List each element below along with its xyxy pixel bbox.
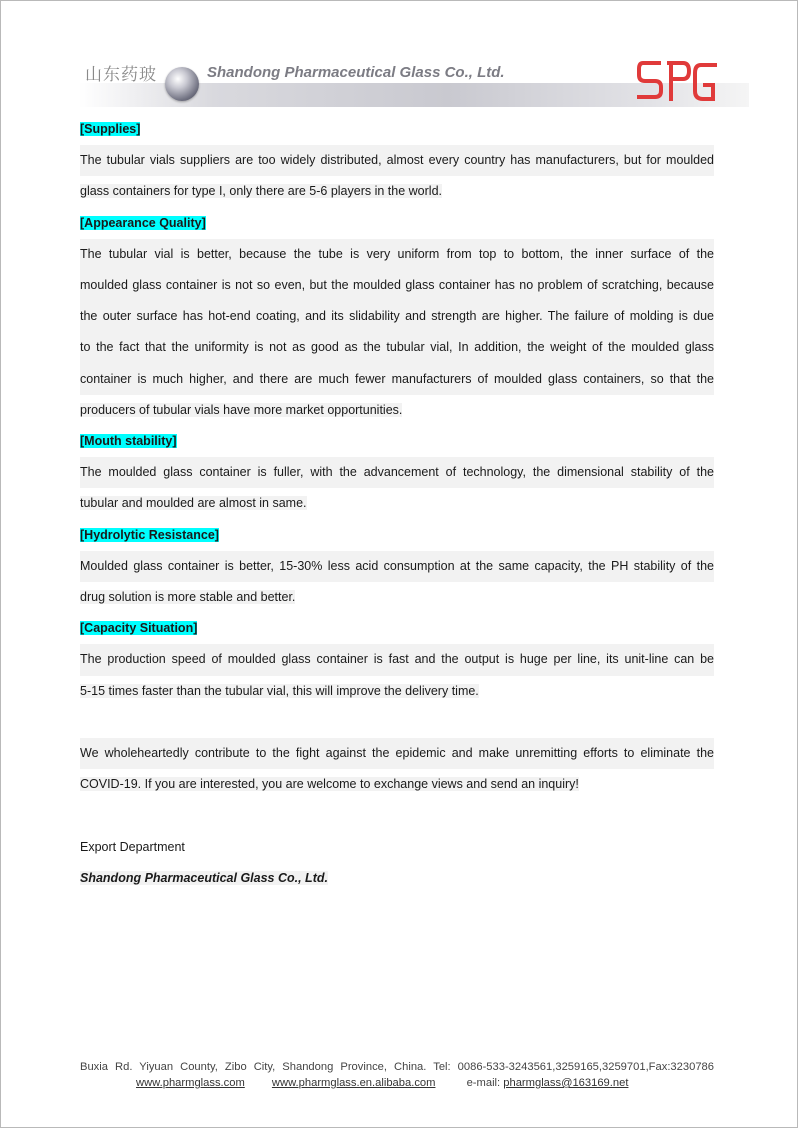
body-line: Moulded glass container is better, 15-30% less acid consumption at the same capacity, the PH stability of the	[80, 551, 714, 582]
department-name: Export Department	[80, 839, 185, 854]
spacer	[80, 707, 714, 738]
body-line: the outer surface has hot-end coating, and its slidability and strength are higher. The failure of molding is due	[80, 301, 714, 332]
section-heading-hydrolytic-resistance: [Hydrolytic Resistance]	[80, 527, 219, 542]
spg-logo-icon	[635, 57, 719, 114]
website-link[interactable]: www.pharmglass.com	[136, 1077, 245, 1089]
spacer	[80, 800, 714, 831]
body-line: The tubular vial is better, because the tube is very uniform from top to bottom, the inner surface of the	[80, 239, 714, 270]
body-line: producers of tubular vials have more market opportunities.	[80, 402, 403, 417]
body-line: 5-15 times faster than the tubular vial, this will improve the delivery time.	[80, 683, 479, 698]
email-link[interactable]: pharmglass@163169.net	[503, 1077, 629, 1089]
letterhead	[79, 53, 749, 111]
letterhead-company-name: Shandong Pharmaceutical Glass Co., Ltd.	[207, 64, 505, 81]
closing-line: We wholeheartedly contribute to the fight against the epidemic and make unremitting efforts to eliminate the	[80, 738, 714, 769]
footer-links	[80, 1075, 714, 1091]
signature-company: Shandong Pharmaceutical Glass Co., Ltd.	[80, 870, 328, 885]
body-line: The moulded glass container is fuller, with the advancement of technology, the dimensional stability of the	[80, 457, 714, 488]
email-label: e-mail:	[466, 1077, 504, 1089]
body-line: The production speed of moulded glass container is fast and the output is huge per line, its unit-line can be	[80, 644, 714, 675]
body-line: tubular and moulded are almost in same.	[80, 496, 307, 511]
section-heading-supplies: [Supplies]	[80, 122, 141, 136]
body-line: container is much higher, and there are much fewer manufacturers of moulded glass containers, so that the	[80, 364, 714, 395]
alibaba-link[interactable]: www.pharmglass.en.alibaba.com	[271, 1077, 436, 1089]
body-line: The tubular vials suppliers are too widely distributed, almost every country has manufacturers, but for moulded	[80, 145, 714, 176]
body-line: moulded glass container is not so even, but the moulded glass container has no problem of scratching, because	[80, 270, 714, 301]
letterhead-footer	[80, 1059, 714, 1091]
section-heading-mouth-stability: [Mouth stability]	[80, 434, 177, 449]
section-heading-capacity-situation: [Capacity Situation]	[80, 621, 198, 636]
letterhead-chinese-name: 山东药玻	[85, 65, 157, 85]
globe-logo-icon	[165, 67, 199, 101]
footer-address: Buxia Rd. Yiyuan County, Zibo City, Shandong Province, China. Tel: 0086-533-3243561,3259165,3259701,Fax:3230786	[80, 1061, 714, 1073]
body-line: to the fact that the uniformity is not as good as the tubular vial, In addition, the weight of the moulded glass	[80, 332, 714, 363]
letter-body	[80, 114, 714, 894]
section-heading-appearance-quality: [Appearance Quality]	[80, 215, 206, 230]
body-line: drug solution is more stable and better.	[80, 590, 296, 605]
body-line: glass containers for type I, only there are 5-6 players in the world.	[80, 184, 442, 199]
closing-line: COVID-19. If you are interested, you are welcome to exchange views and send an inquiry!	[80, 777, 579, 792]
